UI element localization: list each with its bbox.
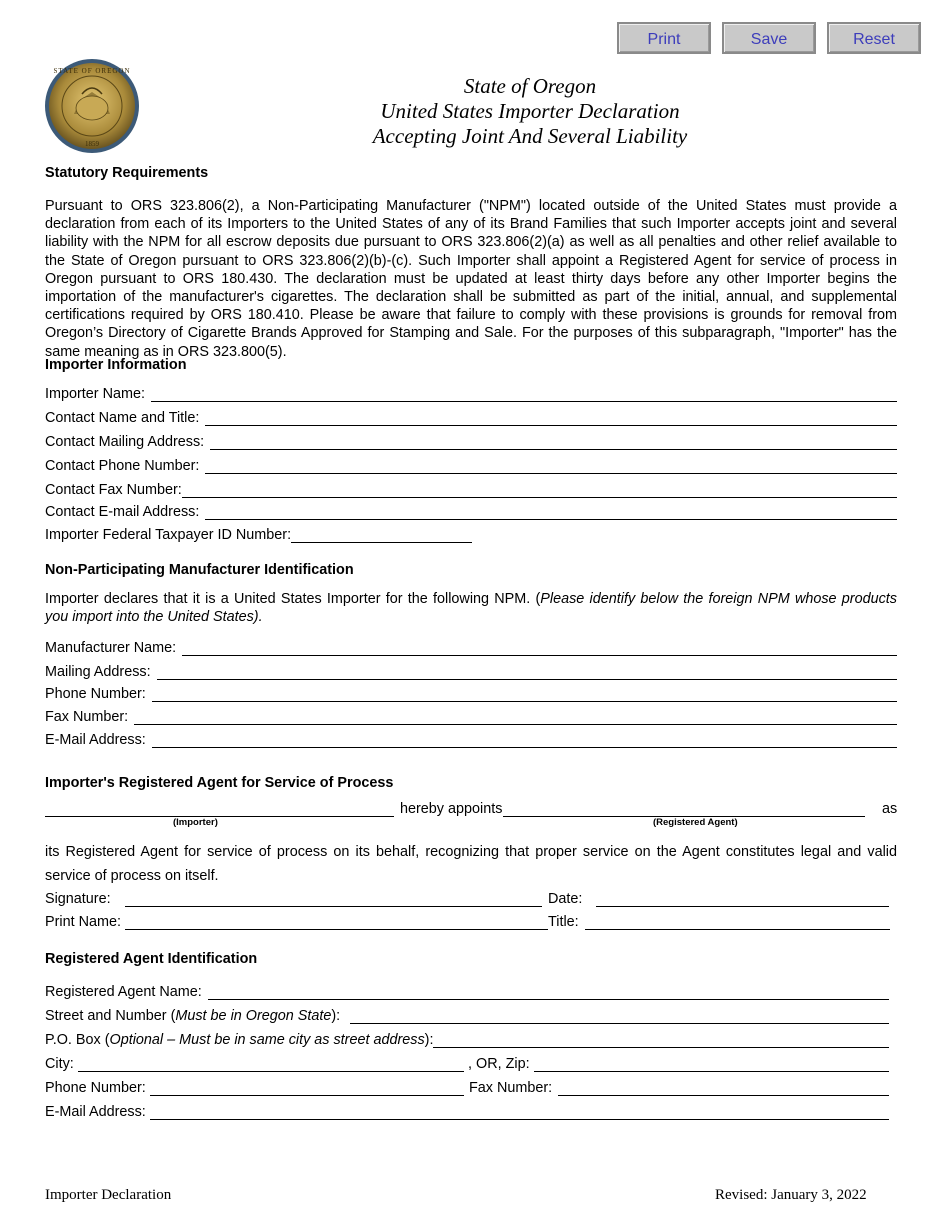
contact-fax-label: Contact Fax Number: bbox=[45, 482, 182, 498]
npm-mailing-label: Mailing Address: bbox=[45, 664, 151, 680]
taxid-input[interactable] bbox=[291, 528, 472, 543]
manufacturer-name-input[interactable] bbox=[182, 641, 897, 656]
importer-caption: (Importer) bbox=[173, 817, 218, 828]
pobox-label-a: P.O. Box ( bbox=[45, 1032, 110, 1048]
pobox-label-b: ): bbox=[424, 1032, 434, 1048]
street-label bbox=[45, 1008, 340, 1024]
contact-name-input[interactable] bbox=[205, 411, 897, 426]
statutory-heading: Statutory Requirements bbox=[45, 165, 209, 181]
contact-email-input[interactable] bbox=[205, 505, 897, 520]
agent-fax-field[interactable] bbox=[469, 1078, 889, 1096]
npm-intro-plain: Importer declares that it is a United States Importer for the following NPM. ( bbox=[45, 591, 541, 607]
importer-name-field[interactable] bbox=[45, 384, 897, 402]
pobox-label bbox=[45, 1032, 433, 1048]
agent-email-field[interactable] bbox=[45, 1102, 889, 1120]
contact-mailing-label: Contact Mailing Address: bbox=[45, 434, 205, 450]
agent-email-label: E-Mail Address: bbox=[45, 1104, 146, 1120]
statutory-paragraph: Pursuant to ORS 323.806(2), a Non-Participating Manufacturer ("NPM") located outside of the United States must provide a declaration from each of its Importers to the United States of any of its Brand Families that such Importer accepts joint and several liability with the NPM for all escrow deposits due pursuant to ORS 323.806(2)(a) as well as all penalties and other relief available to the State of Oregon pursuant to ORS 323.806(2)(b)-(c). Such Importer shall appoint a Registered Agent for service of process in Oregon pursuant to ORS 180.430. The declaration must be updated at least thirty days before any other Importer begins the importation of the manufacturer's cigarettes. The declaration shall be submitted as part of the initial, annual, and supplemental certifications required by ORS 180.410. Please be aware that failure to comply with these provisions is grounds for removal from Oregon’s Directory of Cigarette Brands Approved for Stamping and Sale. For the purposes of this subparagraph, "Importer" has the same meaning as in ORS 323.800(5). bbox=[45, 198, 897, 360]
pobox-field[interactable] bbox=[45, 1030, 889, 1048]
street-label-b: ): bbox=[331, 1008, 341, 1024]
street-label-italic: Must be in Oregon State bbox=[175, 1008, 332, 1024]
contact-email-label: Contact E-mail Address: bbox=[45, 504, 200, 520]
print-button[interactable]: Print bbox=[617, 22, 711, 54]
title-line-3: Accepting Joint And Several Liability bbox=[372, 124, 688, 148]
date-label: Date: bbox=[548, 891, 583, 907]
npm-mailing-field[interactable] bbox=[45, 662, 897, 680]
npm-intro-italic: Please identify below the foreign NPM whose products you import into the United States). bbox=[45, 591, 897, 626]
agent-appoint-body: its Registered Agent for service of process on its behalf, recognizing that proper service on the Agent constitutes legal and valid service of process on itself. bbox=[45, 844, 897, 884]
date-input[interactable] bbox=[596, 892, 889, 907]
agent-phone-field[interactable] bbox=[45, 1078, 464, 1096]
title-field[interactable] bbox=[548, 912, 890, 930]
contact-mailing-input[interactable] bbox=[210, 435, 897, 450]
manufacturer-name-field[interactable] bbox=[45, 638, 897, 656]
as-text: as bbox=[882, 801, 898, 817]
importer-heading: Importer Information bbox=[45, 357, 187, 373]
seal-year: 1859 bbox=[85, 140, 99, 148]
agent-name-field[interactable] bbox=[45, 982, 889, 1000]
oregon-state-seal bbox=[44, 58, 140, 154]
agent-appoint-heading: Importer's Registered Agent for Service of Process bbox=[45, 775, 394, 791]
signature-input[interactable] bbox=[125, 892, 542, 907]
signature-label: Signature: bbox=[45, 891, 111, 907]
pobox-label-italic: Optional – Must be in same city as street address bbox=[109, 1032, 425, 1048]
npm-email-input[interactable] bbox=[152, 733, 897, 748]
importer-appoint-input[interactable] bbox=[45, 815, 394, 817]
title-label: Title: bbox=[548, 914, 579, 930]
title-line-1: State of Oregon bbox=[463, 74, 597, 98]
agent-phone-label: Phone Number: bbox=[45, 1080, 146, 1096]
save-button[interactable]: Save bbox=[722, 22, 816, 54]
footer-left: Importer Declaration bbox=[45, 1187, 172, 1203]
taxid-label: Importer Federal Taxpayer ID Number: bbox=[45, 527, 292, 543]
print-name-label: Print Name: bbox=[45, 914, 121, 930]
seal-top-text: STATE OF OREGON bbox=[53, 67, 131, 75]
footer-revised: Revised: January 3, 2022 bbox=[715, 1187, 867, 1203]
zip-label: , OR, Zip: bbox=[468, 1056, 530, 1072]
registered-agent-caption: (Registered Agent) bbox=[653, 817, 738, 828]
npm-intro bbox=[45, 590, 897, 626]
npm-phone-field[interactable] bbox=[45, 684, 897, 702]
npm-phone-label: Phone Number: bbox=[45, 686, 146, 702]
contact-phone-label: Contact Phone Number: bbox=[45, 458, 200, 474]
contact-fax-field[interactable] bbox=[45, 480, 897, 498]
agent-name-input[interactable] bbox=[208, 985, 889, 1000]
npm-email-label: E-Mail Address: bbox=[45, 732, 146, 748]
city-label: City: bbox=[45, 1056, 74, 1072]
street-field[interactable] bbox=[45, 1006, 889, 1024]
contact-fax-input[interactable] bbox=[182, 483, 897, 498]
npm-fax-field[interactable] bbox=[45, 707, 897, 725]
document-title bbox=[260, 74, 800, 149]
agent-phone-input[interactable] bbox=[150, 1081, 464, 1096]
npm-fax-label: Fax Number: bbox=[45, 709, 129, 725]
contact-mailing-field[interactable] bbox=[45, 432, 897, 450]
manufacturer-name-label: Manufacturer Name: bbox=[45, 640, 177, 656]
npm-fax-input[interactable] bbox=[134, 710, 897, 725]
npm-heading: Non-Participating Manufacturer Identification bbox=[45, 562, 354, 578]
agent-fax-label: Fax Number: bbox=[469, 1080, 553, 1096]
importer-name-input[interactable] bbox=[151, 387, 897, 402]
title-input[interactable] bbox=[585, 915, 890, 930]
contact-phone-field[interactable] bbox=[45, 456, 897, 474]
zip-field[interactable] bbox=[468, 1054, 889, 1072]
npm-phone-input[interactable] bbox=[152, 687, 897, 702]
date-field[interactable] bbox=[548, 889, 889, 907]
reset-button[interactable]: Reset bbox=[827, 22, 921, 54]
print-name-input[interactable] bbox=[125, 915, 548, 930]
taxid-field[interactable] bbox=[45, 525, 472, 543]
street-input[interactable] bbox=[350, 1009, 889, 1024]
contact-phone-input[interactable] bbox=[205, 459, 897, 474]
title-line-2: United States Importer Declaration bbox=[380, 99, 680, 123]
npm-email-field[interactable] bbox=[45, 730, 897, 748]
signature-field[interactable] bbox=[45, 889, 542, 907]
agent-name-label: Registered Agent Name: bbox=[45, 984, 202, 1000]
pobox-input[interactable] bbox=[433, 1033, 889, 1048]
contact-name-label: Contact Name and Title: bbox=[45, 410, 200, 426]
contact-email-field[interactable] bbox=[45, 502, 897, 520]
street-label-a: Street and Number ( bbox=[45, 1008, 176, 1024]
city-input[interactable] bbox=[78, 1057, 464, 1072]
city-field[interactable] bbox=[45, 1054, 464, 1072]
zip-input[interactable] bbox=[534, 1057, 889, 1072]
hereby-appoints-text: hereby appoints bbox=[400, 801, 503, 817]
agent-fax-input[interactable] bbox=[558, 1081, 889, 1096]
print-name-field[interactable] bbox=[45, 912, 548, 930]
importer-name-label: Importer Name: bbox=[45, 386, 145, 402]
npm-mailing-input[interactable] bbox=[157, 665, 897, 680]
agent-id-heading: Registered Agent Identification bbox=[45, 951, 258, 967]
agent-email-input[interactable] bbox=[150, 1105, 889, 1120]
contact-name-field[interactable] bbox=[45, 408, 897, 426]
